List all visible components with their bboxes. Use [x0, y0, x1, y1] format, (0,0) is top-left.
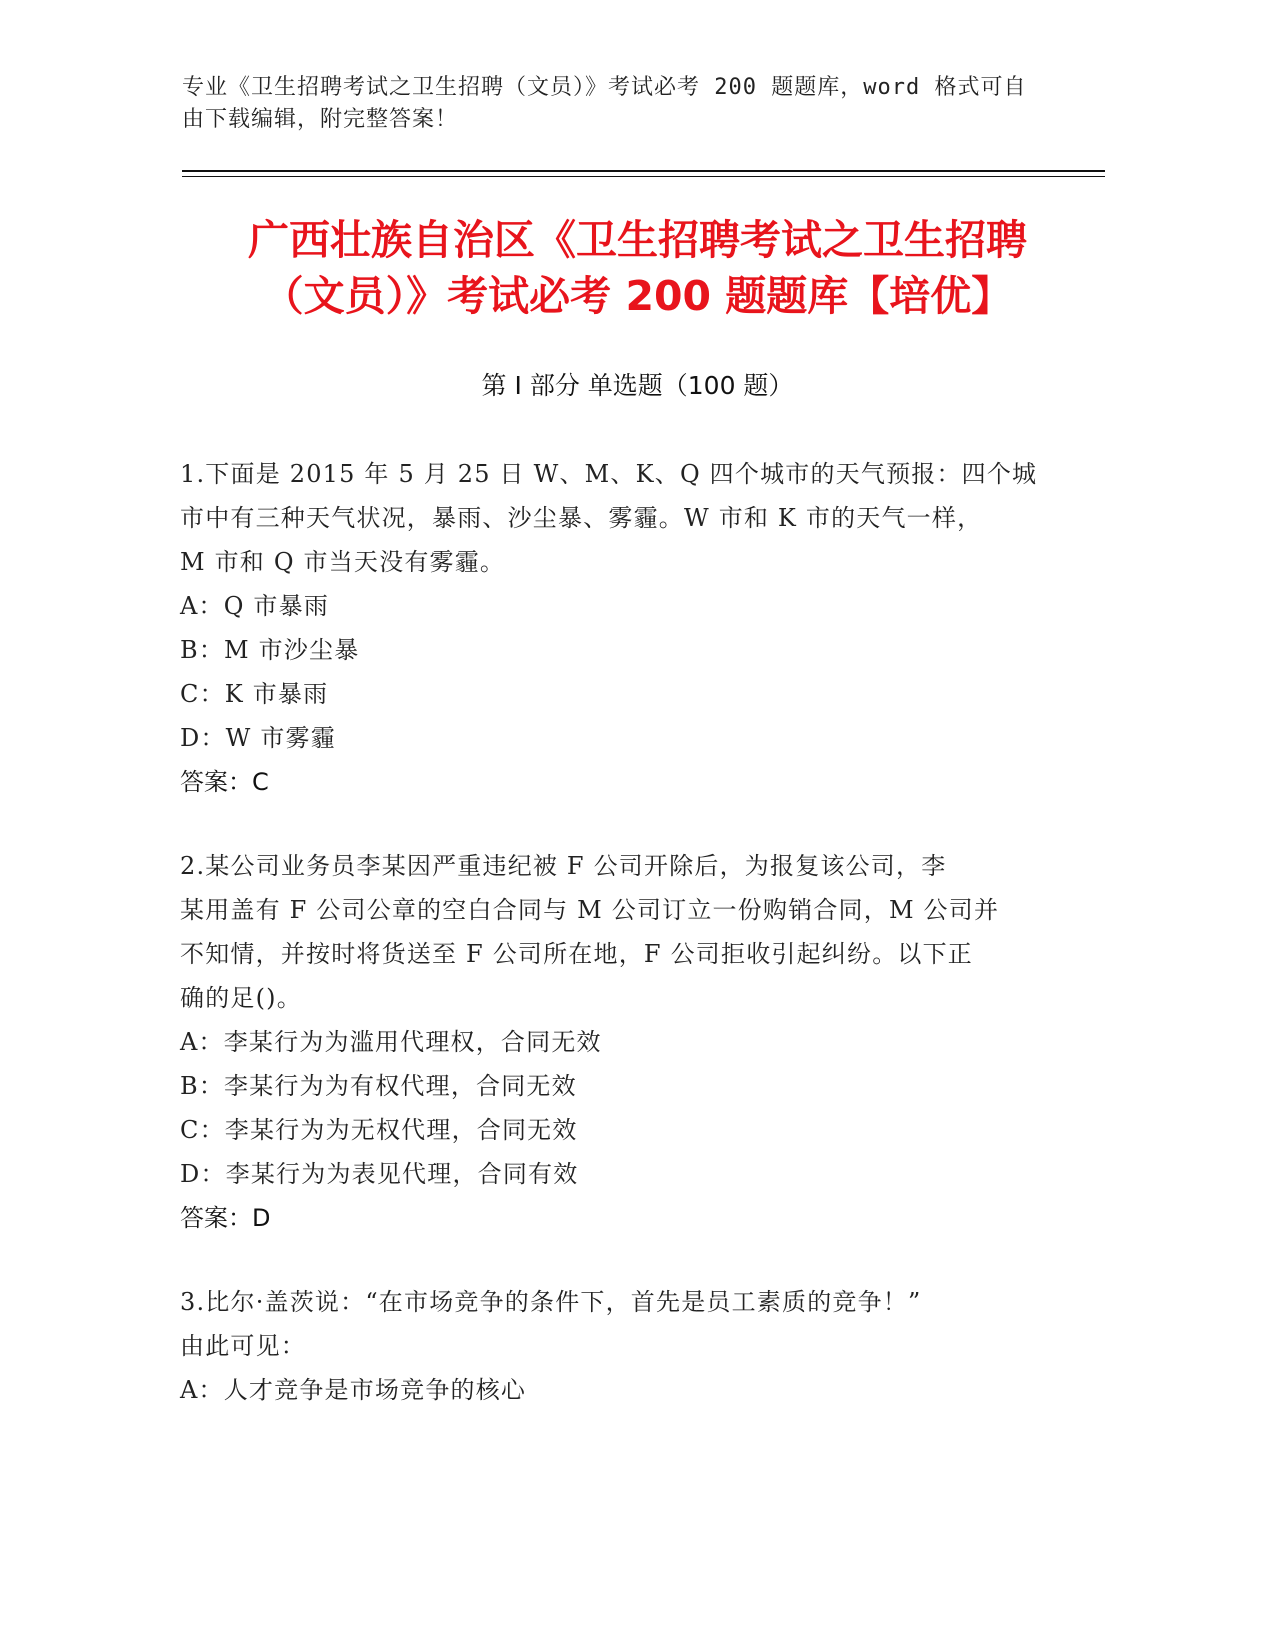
option-a: A：李某行为为滥用代理权，合同无效 — [180, 1028, 602, 1056]
intro-line-1: 专业《卫生招聘考试之卫生招聘（文员）》考试必考 200 题题库，word 格式可自 — [182, 75, 1027, 100]
option-d: D：W 市雾霾 — [180, 724, 336, 752]
document-title-line-1: 广西壮族自治区《卫生招聘考试之卫生招聘 — [248, 216, 1027, 264]
question-stem-line: 确的足()。 — [180, 984, 302, 1012]
question-stem-line: 不知情，并按时将货送至 F 公司所在地，F 公司拒收引起纠纷。以下正 — [180, 940, 973, 968]
question-stem-line: 2.某公司业务员李某因严重违纪被 F 公司开除后，为报复该公司，李 — [180, 852, 947, 880]
option-a: A：人才竞争是市场竞争的核心 — [180, 1376, 527, 1404]
question-stem-line: 某用盖有 F 公司公章的空白合同与 M 公司订立一份购销合同，M 公司并 — [180, 896, 1000, 924]
document-title — [100, 212, 1175, 324]
section-title: 第 I 部分 单选题（100 题） — [481, 371, 794, 400]
question-stem-line: 1.下面是 2015 年 5 月 25 日 W、M、K、Q 四个城市的天气预报：四个城 — [180, 460, 1038, 488]
question-stem-line: 3.比尔·盖茨说：“在市场竞争的条件下，首先是员工素质的竞争！” — [180, 1288, 922, 1316]
option-d: D：李某行为为表见代理，合同有效 — [180, 1160, 579, 1188]
intro-line-2: 由下载编辑，附完整答案！ — [182, 107, 459, 132]
question-list — [180, 452, 1040, 1452]
document-title-line-2: （文员）》考试必考 200 题题库【培优】 — [262, 272, 1013, 320]
answer: 答案：D — [180, 1204, 271, 1232]
option-c: C：李某行为为无权代理，合同无效 — [180, 1116, 578, 1144]
header-divider-thick — [182, 170, 1105, 172]
header-divider-thin — [182, 176, 1105, 177]
answer: 答案：C — [180, 768, 269, 796]
question-3 — [180, 1280, 1040, 1412]
question-1 — [180, 452, 1040, 804]
option-c: C：K 市暴雨 — [180, 680, 329, 708]
option-a: A：Q 市暴雨 — [180, 592, 330, 620]
question-stem-line: 市中有三种天气状况，暴雨、沙尘暴、雾霾。W 市和 K 市的天气一样， — [180, 504, 983, 532]
option-b: B：李某行为为有权代理，合同无效 — [180, 1072, 577, 1100]
question-stem-line: 由此可见： — [180, 1332, 306, 1360]
intro-text — [182, 72, 1062, 136]
question-2 — [180, 844, 1040, 1240]
option-b: B：M 市沙尘暴 — [180, 636, 360, 664]
question-stem-line: M 市和 Q 市当天没有雾霾。 — [180, 548, 506, 576]
